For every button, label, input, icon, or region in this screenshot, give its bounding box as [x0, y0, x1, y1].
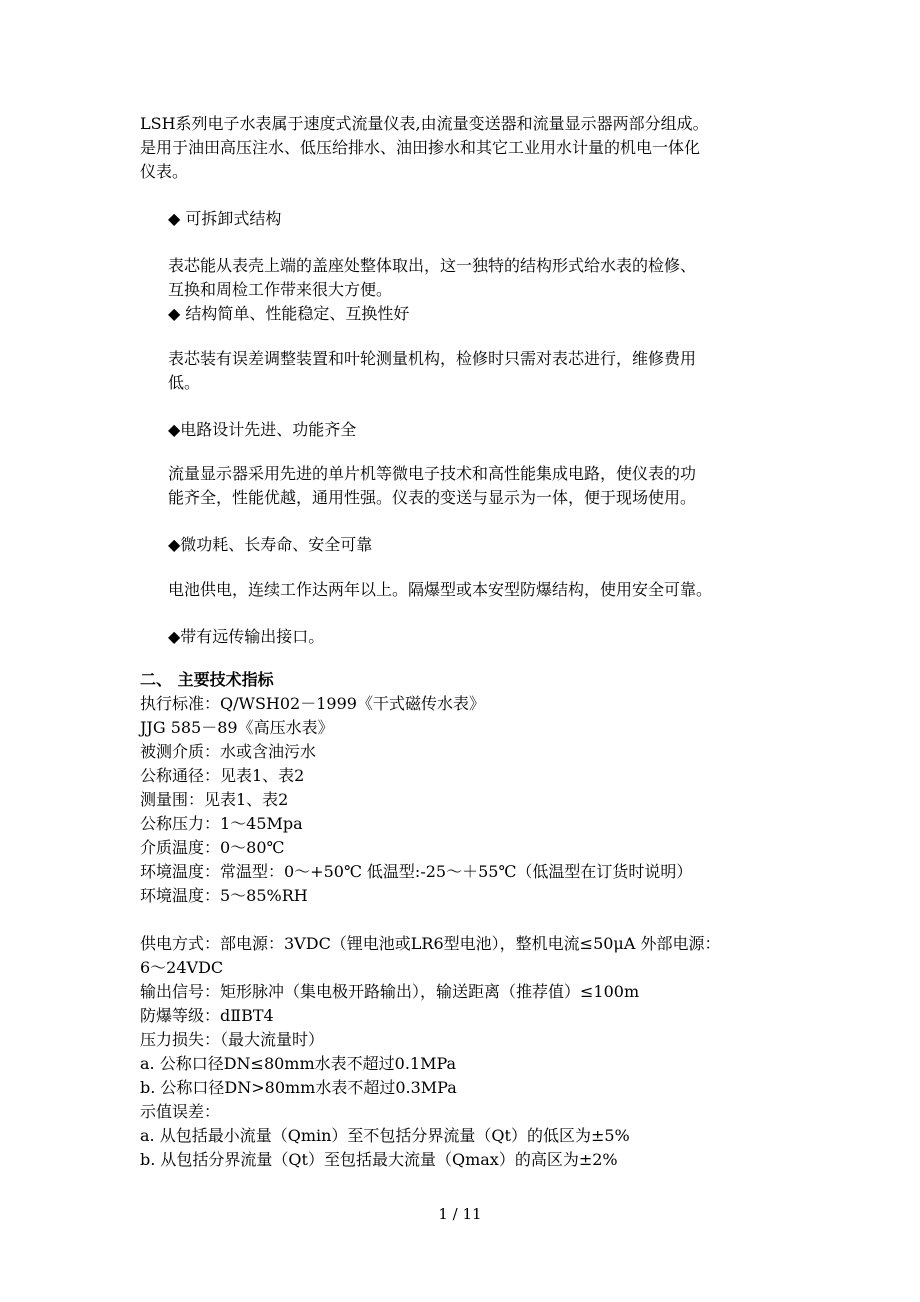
- spec-line: JJG 585－89《高压水表》: [140, 718, 334, 737]
- spec-line: 防爆等级：dⅡBT4: [140, 1006, 274, 1025]
- feature-body-line: 流量显示器采用先进的单片机等微电子技术和高性能集成电路，使仪表的功: [168, 464, 697, 483]
- intro-line-3: 仪表。: [140, 162, 189, 181]
- feature-body-line: 互换和周检工作带来很大方便。: [168, 280, 393, 299]
- feature-body-line: 表芯装有误差调整装置和叶轮测量机构，检修时只需对表芯进行，维修费用: [168, 349, 697, 368]
- spec-line: 环境温度：常温型：0～+50℃ 低温型:-25～＋55℃（低温型在订货时说明）: [140, 862, 693, 881]
- spec-line: 公称压力：1～45Mpa: [140, 814, 303, 833]
- spec-line: 环境温度：5～85%RH: [140, 886, 308, 905]
- spec-line: 压力损失：（最大流量时）: [140, 1030, 325, 1049]
- feature-body-line: 电池供电，连续工作达两年以上。隔爆型或本安型防爆结构，使用安全可靠。: [168, 580, 713, 599]
- spec-line: 示值误差：: [140, 1102, 221, 1121]
- feature-heading-circuit: ◆电路设计先进、功能齐全: [168, 420, 357, 439]
- spec-line: 公称通径：见表1、表2: [140, 766, 305, 785]
- section-title: 二、 主要技术指标: [140, 670, 274, 689]
- feature-heading-simple-structure: ◆ 结构简单、性能稳定、互换性好: [168, 304, 410, 323]
- intro-line-1: LSH系列电子水表属于速度式流量仪表,由流量变送器和流量显示器两部分组成。: [140, 114, 709, 133]
- spec-line: 介质温度：0～80℃: [140, 838, 285, 857]
- feature-heading-low-power: ◆微功耗、长寿命、安全可靠: [168, 535, 373, 554]
- feature-body-line: 低。: [168, 373, 201, 392]
- spec-line: 6～24VDC: [140, 958, 224, 977]
- spec-line: 测量围：见表1、表2: [140, 790, 289, 809]
- intro-line-2: 是用于油田高压注水、低压给排水、油田掺水和其它工业用水计量的机电一体化: [140, 138, 701, 157]
- spec-line: b. 从包括分界流量（Qt）至包括最大流量（Qmax）的高区为±2%: [140, 1150, 618, 1169]
- page-number: 1 / 11: [438, 1205, 482, 1223]
- spec-line: 输出信号：矩形脉冲（集电极开路输出），输送距离（推荐值）≤100m: [140, 982, 640, 1001]
- feature-body-line: 能齐全，性能优越，通用性强。仪表的变送与显示为一体，便于现场使用。: [168, 488, 697, 507]
- spec-line: a. 从包括最小流量（Qmin）至不包括分界流量（Qt）的低区为±5%: [140, 1126, 630, 1145]
- spec-line: 执行标准：Q/WSH02－1999《干式磁传水表》: [140, 694, 485, 713]
- spec-line: b. 公称口径DN>80mm水表不超过0.3MPa: [140, 1078, 457, 1097]
- feature-heading-removable: ◆ 可拆卸式结构: [168, 209, 282, 228]
- feature-heading-remote-output: ◆带有远传输出接口。: [168, 627, 325, 646]
- spec-line: 供电方式：部电源：3VDC（锂电池或LR6型电池），整机电流≤50μA 外部电源：: [140, 934, 721, 953]
- spec-line: a. 公称口径DN≤80mm水表不超过0.1MPa: [140, 1054, 457, 1073]
- spec-line: 被测介质：水或含油污水: [140, 742, 317, 761]
- feature-body-line: 表芯能从表壳上端的盖座处整体取出，这一独特的结构形式给水表的检修、: [168, 256, 697, 275]
